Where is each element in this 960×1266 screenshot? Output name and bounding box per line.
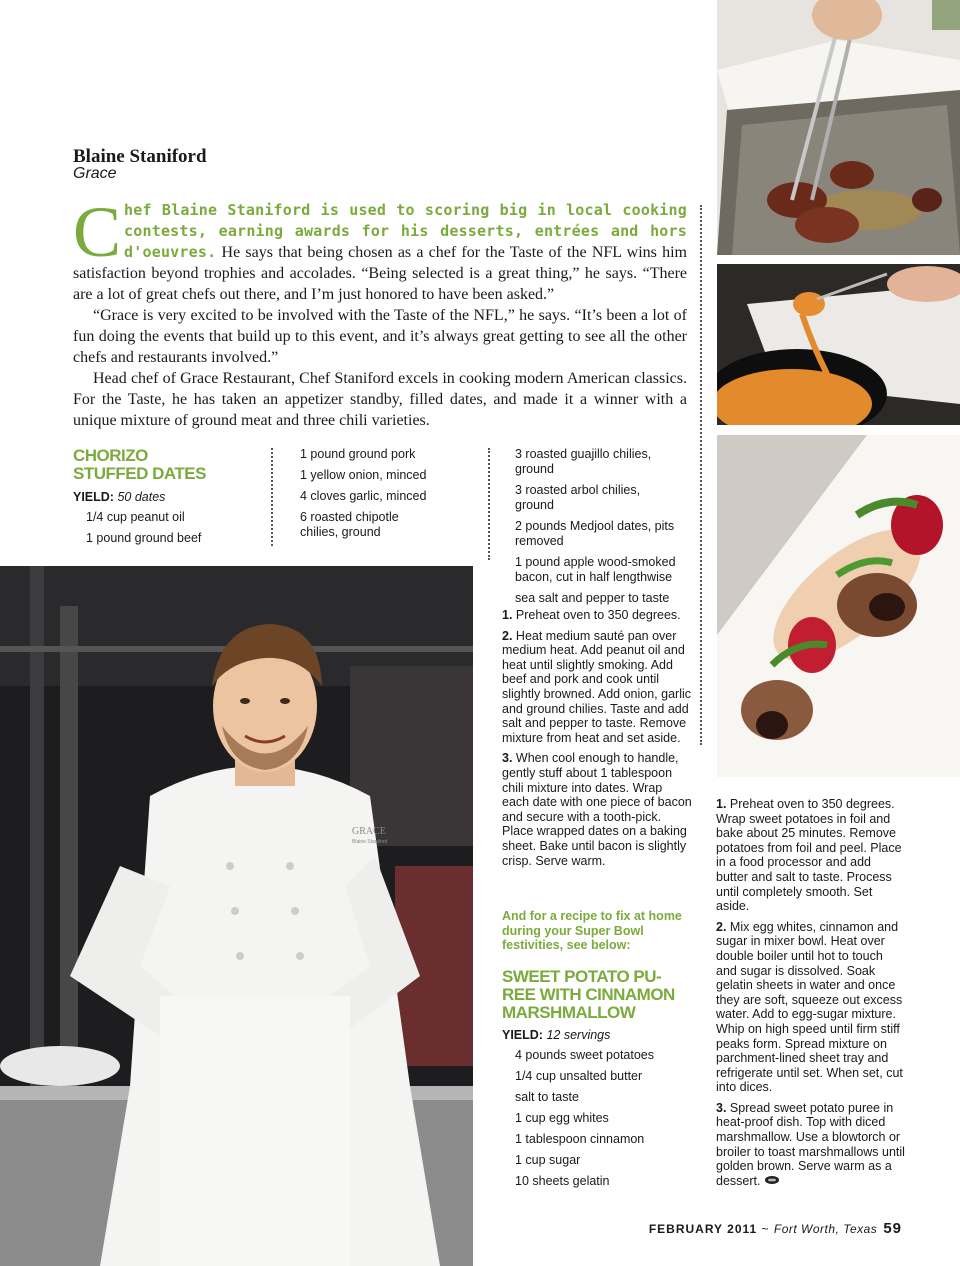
recipe-title: SWEET POTATO PU- REE WITH CINNAMON MARSHMALLOW bbox=[502, 967, 675, 1022]
ingredient-item: 1 cup egg whites bbox=[515, 1111, 609, 1125]
folio-city: Fort Worth, Texas bbox=[773, 1222, 878, 1236]
ingredient-item: salt to taste bbox=[515, 1090, 579, 1104]
jacket-name-text: Blaine Staniford bbox=[352, 839, 388, 845]
ingredient-list bbox=[515, 1048, 692, 1189]
page-number: 59 bbox=[883, 1220, 902, 1237]
recipe-sweet-potato bbox=[502, 968, 692, 1189]
recipe-step: 2. Heat medium sauté pan over medium heat. Add peanut oil and heat until slightly smoking. Add beef and pork and cook until slightly browned. Add onion, garlic and ground chilies. Taste and add salt and pepper to taste. Remove mixture from heat and set aside. bbox=[502, 628, 692, 745]
recipe-step: 3. Spread sweet potato puree in heat-proof dish. Top with diced marshmallow. Use a blowtorch or broiler to toast marshmallows until golden brown. Serve warm as a dessert. bbox=[716, 1100, 905, 1188]
recipe-steps-sweet-potato bbox=[716, 797, 906, 1189]
recipe-steps-chorizo bbox=[502, 608, 692, 868]
ingredient-item: 1 yellow onion, minced bbox=[300, 468, 427, 482]
photo-plated-dates bbox=[717, 435, 960, 777]
recipe-title: CHORIZO STUFFED DATES bbox=[73, 446, 206, 483]
folio-separator: ~ bbox=[757, 1222, 774, 1236]
photo-dates-on-tray bbox=[717, 0, 960, 255]
article-paragraph-1 bbox=[73, 192, 687, 305]
ingredient-list-col3 bbox=[515, 447, 695, 606]
recipe-yield: YIELD: 12 servings bbox=[502, 1028, 611, 1042]
ingredient-item: 3 roasted arbol chilies, ground bbox=[515, 483, 641, 512]
folio-month: FEBRUARY 2011 bbox=[648, 1222, 758, 1236]
ingredient-item: 10 sheets gelatin bbox=[515, 1174, 610, 1188]
ingredient-item: 1/4 cup peanut oil bbox=[86, 510, 185, 524]
column-divider-recipe-2 bbox=[488, 448, 490, 560]
ingredient-item: 6 roasted chipotle chilies, ground bbox=[300, 510, 399, 539]
article-lead: hef Blaine Staniford is used to scoring big in local cooking contests, earning awards for his desserts, entrées and hors d'oeuvres. bbox=[124, 201, 687, 261]
column-divider-top bbox=[700, 205, 702, 745]
restaurant-name: Grace bbox=[73, 165, 117, 182]
recipe-yield: YIELD: 50 dates bbox=[73, 490, 166, 504]
article-text: He says that being chosen as a chef for the Taste of the NFL wins him satisfaction beyond trophies and accolades. “Being selected is a great thing,” he says. “There are a lot of great chefs out there, and I’m just honored to have been asked.” bbox=[73, 244, 687, 303]
ingredient-item: 1 cup sugar bbox=[515, 1153, 581, 1167]
recipe-step: 3. When cool enough to handle, gently stuff about 1 tablespoon chili mixture into dates. Wrap each date with one piece of bacon and secure with a tooth-pick. Place wrapped dates on a baking sheet. Bake until bacon is slightly crisp. Serve warm. bbox=[502, 751, 692, 868]
photo-sauce-spoon bbox=[717, 264, 960, 425]
article-paragraph-2: “Grace is very excited to be involved with the Taste of the NFL,” he says. “It’s been a lot of fun doing the events that build up to this event, and it’s always great getting to see all the other chefs and restaurants involved.” bbox=[73, 307, 687, 366]
ingredient-item: sea salt and pepper to taste bbox=[515, 591, 670, 605]
ingredient-item: 1 pound ground pork bbox=[300, 447, 416, 461]
page-folio bbox=[649, 1220, 902, 1237]
ingredient-item: 1/4 cup unsalted butter bbox=[515, 1069, 643, 1083]
ingredient-item: 1 pound apple wood-smoked bacon, cut in half lengthwise bbox=[515, 555, 676, 584]
jacket-logo-text: GRACE bbox=[352, 826, 386, 837]
drop-cap: C bbox=[73, 192, 122, 272]
chef-name: Blaine Staniford bbox=[73, 146, 207, 167]
recipe-chorizo bbox=[73, 447, 263, 546]
ingredient-item: 1 pound ground beef bbox=[86, 531, 202, 545]
ingredient-item: 2 pounds Medjool dates, pits removed bbox=[515, 519, 675, 548]
column-divider-recipe-1 bbox=[271, 448, 273, 546]
recipe-intro-note: And for a recipe to fix at home during your Super Bowl festivities, see below: bbox=[502, 909, 682, 953]
photo-chef-portrait bbox=[0, 566, 473, 1266]
ingredient-list-col2 bbox=[300, 447, 480, 540]
ingredient-item: 3 roasted guajillo chilies, ground bbox=[515, 447, 652, 476]
ingredient-item: 1 tablespoon cinnamon bbox=[515, 1132, 645, 1146]
ingredient-item: 4 pounds sweet potatoes bbox=[515, 1048, 654, 1062]
article-paragraph-3: Head chef of Grace Restaurant, Chef Staniford excels in cooking modern American classics. For the Taste, he has taken an appetizer standby, filled dates, and made it a winner with a unique mixture of ground meat and three chili varieties. bbox=[73, 370, 687, 429]
recipe-step: 2. Mix egg whites, cinnamon and sugar in mixer bowl. Heat over double boiler until hot to touch and sugar is dissolved. Soak gelatin sheets in water and once they are soft, squeeze out excess water. Add to egg-sugar mixture. Whip on high speed until firm stiff peaks form. Spread mixture on parchment-lined sheet tray and refrigerate until set. When set, cut into dices. bbox=[716, 919, 903, 1095]
football-icon bbox=[764, 1174, 780, 1189]
ingredient-item: 4 cloves garlic, minced bbox=[300, 489, 427, 503]
article-body bbox=[73, 192, 687, 431]
ingredient-list bbox=[86, 510, 263, 546]
recipe-step: 1. Preheat oven to 350 degrees. bbox=[502, 608, 681, 622]
recipe-step: 1. Preheat oven to 350 degrees. Wrap sweet potatoes in foil and bake about 25 minutes. Remove potatoes from foil and peel. Place in a food processor and add butter and salt to taste. Process until completely smooth. Set aside. bbox=[716, 797, 902, 914]
